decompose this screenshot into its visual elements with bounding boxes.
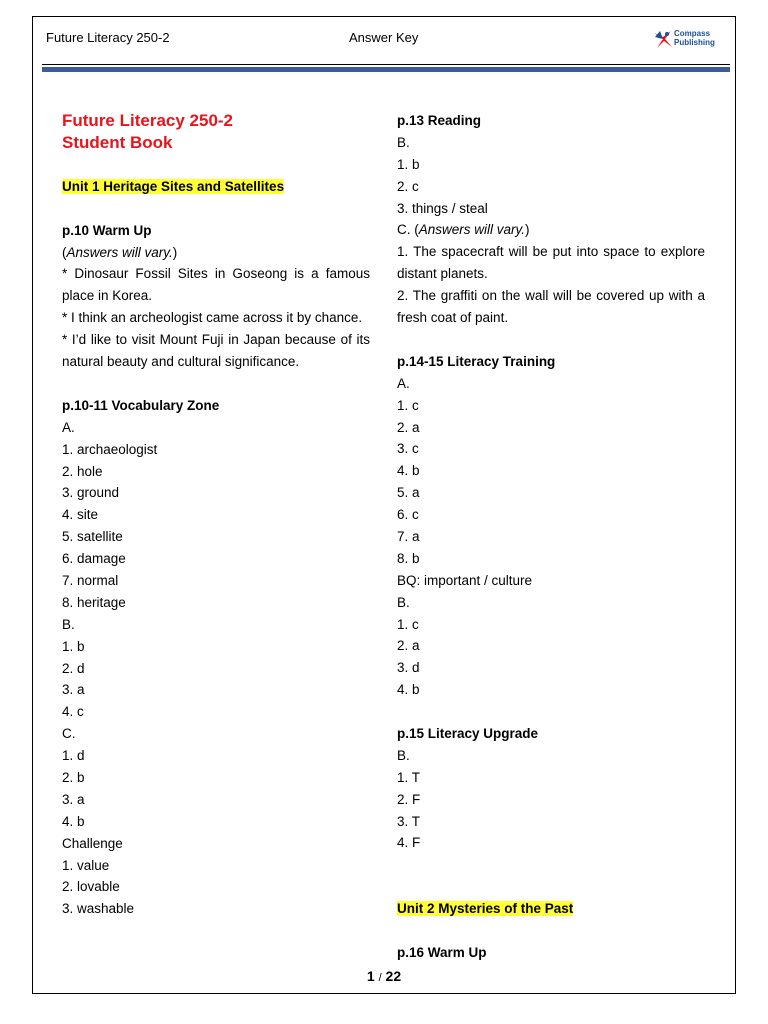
answer-line: 1. value: [62, 857, 110, 873]
answer-line: 4. site: [62, 507, 99, 523]
answer-line: Challenge: [62, 835, 123, 851]
answer-line: 7. a: [397, 528, 420, 544]
answer-line: 3. ground: [62, 485, 120, 501]
answer-line: 3. washable: [62, 901, 135, 917]
answer-line: BQ: important / culture: [397, 572, 533, 588]
answer-line: 1. c: [397, 616, 419, 632]
warmup-answer-1: * Dinosaur Fossil Sites in Goseong is a famous place in Korea.: [62, 266, 370, 304]
answer-line: 3. c: [397, 441, 419, 457]
answer-line: 4. b: [397, 682, 420, 698]
answer-line: 4. b: [62, 813, 85, 829]
upgrade-heading: p.15 Literacy Upgrade: [397, 726, 539, 741]
answer-line: 2. lovable: [62, 879, 120, 895]
answer-line: 2. a: [397, 638, 420, 654]
answer-line: C.: [62, 726, 76, 742]
answer-line: 2. F: [397, 791, 421, 807]
warmup-heading: p.10 Warm Up: [62, 222, 152, 238]
reading-c-answer-2: 2. The graffiti on the wall will be covered up with a fresh coat of paint.: [397, 288, 705, 326]
answer-line: B.: [397, 134, 410, 150]
answer-line: 3. T: [397, 813, 421, 829]
reading-answer-list: [397, 132, 705, 220]
page-number: [0, 968, 768, 984]
answer-line: 4. F: [397, 835, 421, 851]
logo-text-publishing: Publishing: [674, 38, 715, 47]
page-total: 22: [385, 968, 402, 984]
header-rule-thin: [42, 64, 730, 65]
right-column: [397, 110, 705, 964]
vocab-answer-list: [62, 417, 370, 920]
unit2-heading: Unit 2 Mysteries of the Past: [397, 901, 574, 917]
answer-line: A.: [62, 419, 75, 435]
answer-line: 1. d: [62, 748, 85, 764]
page-separator: /: [378, 972, 382, 984]
logo-text-compass: Compass: [674, 29, 711, 38]
answer-line: B.: [397, 594, 410, 610]
left-column: [62, 110, 370, 920]
reading-heading: p.13 Reading: [397, 113, 482, 128]
book-title-line2: Student Book: [62, 133, 173, 152]
answer-line: B.: [62, 616, 75, 632]
answer-line: 3. a: [62, 682, 85, 698]
answer-line: 8. b: [397, 550, 420, 566]
header-doc-title: Future Literacy 250-2: [46, 30, 170, 45]
vocab-heading: p.10-11 Vocabulary Zone: [62, 397, 220, 413]
answer-line: 2. hole: [62, 463, 103, 479]
training-answer-list: [397, 373, 705, 701]
answer-line: 1. archaeologist: [62, 441, 158, 457]
answer-line: 4. b: [397, 463, 420, 479]
reading-c-answer-1: 1. The spacecraft will be put into space to explore distant planets.: [397, 244, 705, 282]
compass-star-icon: [652, 28, 674, 50]
answer-line: 3. things / steal: [397, 200, 488, 216]
compass-publishing-logo: [652, 28, 724, 50]
warmup-note: (Answers will vary.): [62, 244, 178, 260]
answer-line: 2. b: [62, 770, 85, 786]
warmup2-heading: p.16 Warm Up: [397, 945, 487, 961]
answer-line: 1. c: [397, 397, 419, 413]
answer-line: 5. a: [397, 485, 420, 501]
training-heading: p.14-15 Literacy Training: [397, 353, 556, 369]
warmup-answer-2: * I think an archeologist came across it by chance.: [62, 310, 363, 326]
unit1-heading: Unit 1 Heritage Sites and Satellites: [62, 178, 285, 194]
answer-line: 1. T: [397, 769, 421, 785]
answer-line: A.: [397, 375, 410, 391]
upgrade-answer-list: [397, 745, 705, 854]
page-current: 1: [366, 968, 375, 984]
book-title-line1: Future Literacy 250-2: [62, 111, 234, 130]
answer-line: 2. c: [397, 178, 419, 194]
answer-line: 7. normal: [62, 573, 119, 588]
answer-line: B.: [397, 747, 410, 763]
header-rule-thick: [42, 67, 730, 72]
answer-line: 8. heritage: [62, 594, 126, 610]
answer-line: 6. damage: [62, 551, 126, 567]
warmup-answer-3: * I’d like to visit Mount Fuji in Japan because of its natural beauty and cultural significance.: [62, 332, 370, 370]
answer-line: 5. satellite: [62, 529, 123, 545]
answer-line: 2. a: [397, 419, 420, 435]
answer-line: 3. d: [397, 660, 420, 676]
answer-line: 3. a: [62, 791, 85, 807]
answer-line: 1. b: [62, 638, 85, 654]
answer-line: 1. b: [397, 156, 420, 172]
reading-c-note: C. (Answers will vary.): [397, 222, 530, 238]
answer-line: 2. d: [62, 660, 85, 676]
answer-line: 4. c: [62, 704, 84, 720]
header-answer-key: Answer Key: [349, 30, 419, 45]
answer-line: 6. c: [397, 507, 419, 523]
